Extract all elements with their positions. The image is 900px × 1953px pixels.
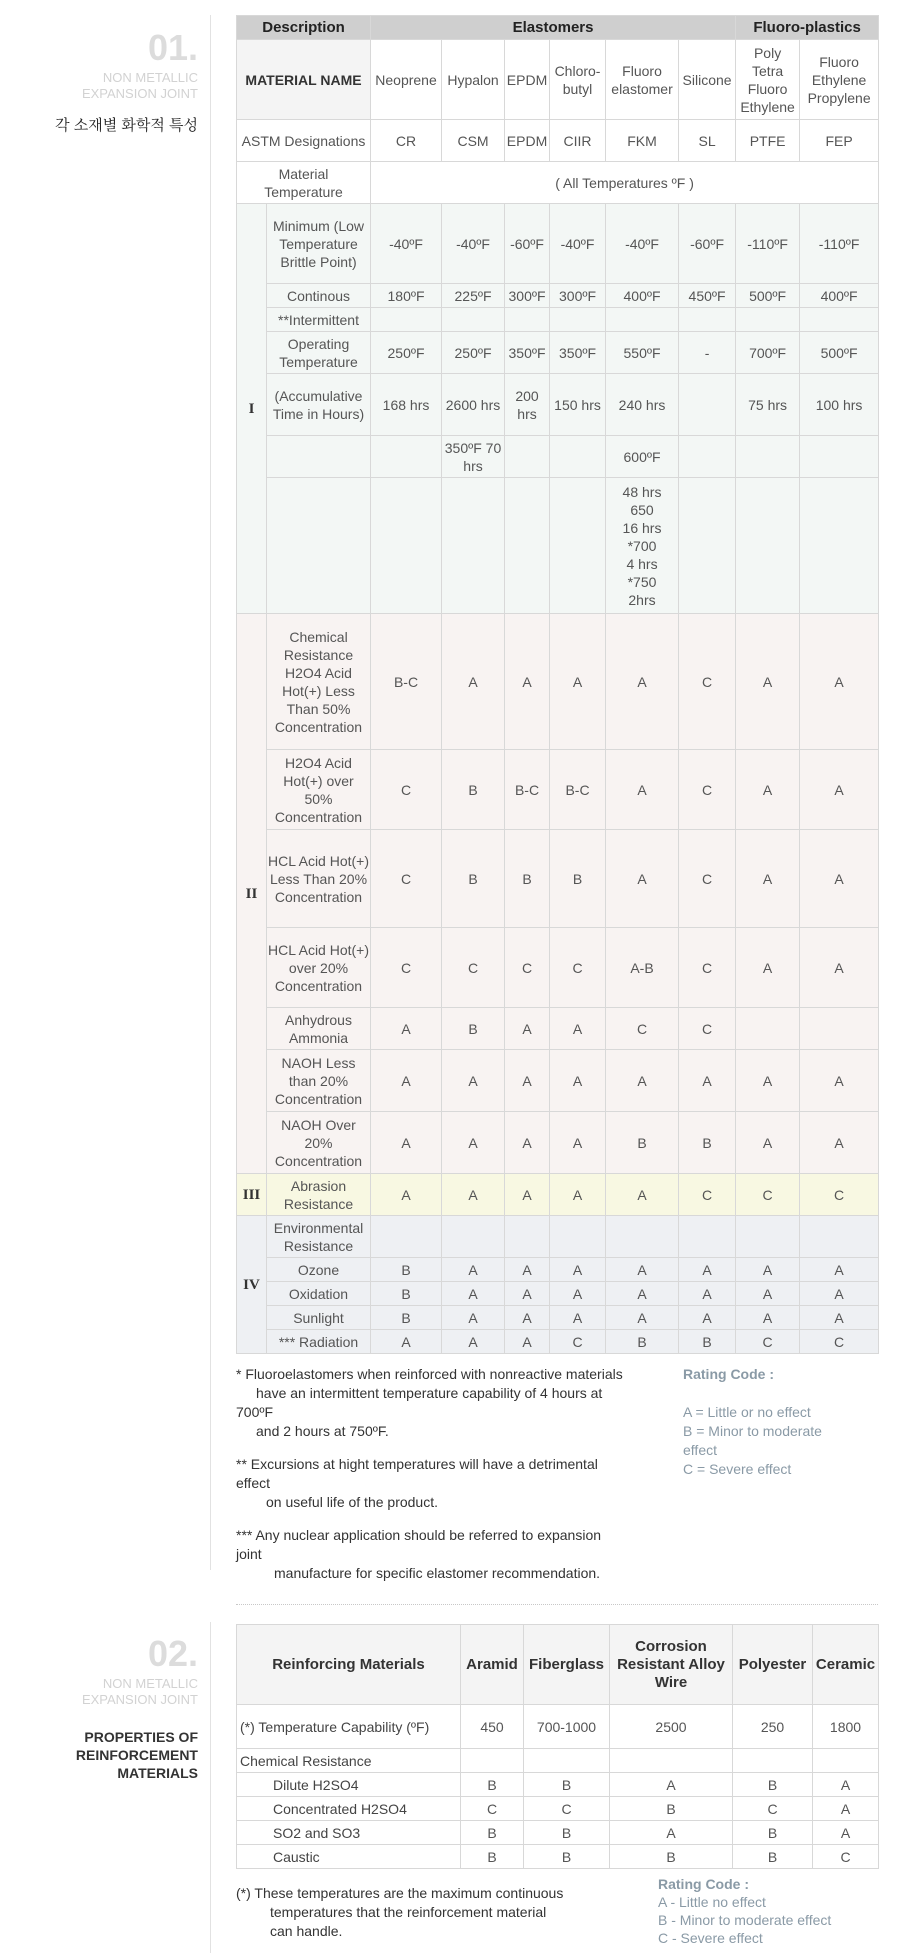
table-row: 48 hrs 650 16 hrs *700 4 hrs *750 2hrs <box>237 478 879 614</box>
header-material-name: MATERIAL NAME <box>237 40 371 120</box>
table-row: *** Radiation A A A C B B C C <box>237 1330 879 1354</box>
section2-divider <box>210 1622 211 1953</box>
material-name: Fluoro elastomer <box>606 40 679 120</box>
group-label: III <box>237 1174 267 1216</box>
section1-aside <box>0 27 200 135</box>
header-description: Description <box>237 16 371 40</box>
table-row: (Accumulative Time in Hours) 168 hrs 2600 hrs 200 hrs 150 hrs 240 hrs 75 hrs 100 hrs <box>237 374 879 436</box>
section2-number: 02. <box>147 1633 198 1674</box>
table-header-row: Reinforcing Materials Aramid Fiberglass Corrosion Resistant Alloy Wire Polyester Ceramic <box>237 1625 879 1705</box>
table-row: Ozone B A A A A A A A <box>237 1258 879 1282</box>
table-row: Dilute H2SO4 B B A B A <box>237 1773 879 1797</box>
rating-code-legend-1: Rating Code : A = Little or no effect B = Minor to moderate effect C = Severe effect <box>683 1366 822 1477</box>
material-name: Neoprene <box>371 40 442 120</box>
footnotes-section1: * Fluoroelastomers when reinforced with nonreactive materials have an intermittent temperature capability of 4 hours at 700ºF and 2 hours at 750ºF. ** Excursions at hight temperatures will have a detrimental effect on useful life of the product. *** Any nuclear application should be referred to expansion joint manufacture for specific elastomer recommendation. <box>236 1366 623 1581</box>
section-separator <box>236 1604 878 1605</box>
group-label: IV <box>237 1216 267 1354</box>
table-row: NAOH Over 20% Concentration A A A A B B A A <box>237 1112 879 1174</box>
material-name: EPDM <box>505 40 550 120</box>
material-name: Poly Tetra Fluoro Ethylene <box>736 40 800 120</box>
table-row: 350ºF 70 hrs 600ºF <box>237 436 879 478</box>
table-row: Anhydrous Ammonia A B A A C C <box>237 1008 879 1050</box>
table-row: SO2 and SO3 B B A B A <box>237 1821 879 1845</box>
table-row: Operating Temperature 250ºF 250ºF 350ºF 350ºF 550ºF - 700ºF 500ºF <box>237 332 879 374</box>
header-fluoro-plastics: Fluoro-plastics <box>736 16 879 40</box>
table-row: **Intermittent <box>237 308 879 332</box>
table-row: Continous 180ºF 225ºF 300ºF 300ºF 400ºF 450ºF 500ºF 400ºF <box>237 284 879 308</box>
section1-divider <box>210 15 211 1570</box>
table-row: Oxidation B A A A A A A A <box>237 1282 879 1306</box>
rating-code-legend-2: Rating Code : A - Little no effect B - Minor to moderate effect C - Severe effect <box>658 1876 832 1946</box>
group-label: II <box>237 614 267 1174</box>
table-row: I Minimum (Low Temperature Brittle Point) -40ºF -40ºF -60ºF -40ºF -40ºF -60ºF -110ºF -110ºF <box>237 204 879 284</box>
section1-subtitle: NON METALLIC EXPANSION JOINT <box>81 70 198 101</box>
section1-title: 각 소재별 화학적 특성 <box>55 117 198 134</box>
reinforcement-materials-table <box>236 1624 879 1869</box>
material-name: Chloro-butyl <box>550 40 606 120</box>
table-row: HCL Acid Hot(+) over 20% Concentration C C C C A-B C A A <box>237 928 879 1008</box>
table-row: Chemical Resistance <box>237 1749 879 1773</box>
section1-number: 01. <box>147 27 198 68</box>
material-name: Fluoro Ethylene Propylene <box>800 40 879 120</box>
table-row: III Abrasion Resistance A A A A A C C C <box>237 1174 879 1216</box>
material-temperature-row: Material Temperature ( All Temperatures ºF ) <box>237 162 879 204</box>
table-row: H2O4 Acid Hot(+) over 50% Concentration C B B-C B-C A C A A <box>237 750 879 830</box>
table-row: HCL Acid Hot(+) Less Than 20% Concentration C B B B A C A A <box>237 830 879 928</box>
footnotes-section2: (*) These temperatures are the maximum continuous temperatures that the reinforcement material can handle. <box>236 1885 564 1939</box>
table-row: IV Environmental Resistance <box>237 1216 879 1258</box>
section2-subtitle: NON METALLIC EXPANSION JOINT <box>81 1676 198 1707</box>
material-name: Hypalon <box>442 40 505 120</box>
table-row: (*) Temperature Capability (ºF) 450 700-1000 2500 250 1800 <box>237 1705 879 1749</box>
group-label: I <box>237 204 267 614</box>
table-row: Caustic B B B B C <box>237 1845 879 1869</box>
elastomer-properties-table <box>236 15 879 1354</box>
header-elastomers: Elastomers <box>371 16 736 40</box>
astm-row: ASTM Designations CR CSM EPDM CIIR FKM SL PTFE FEP <box>237 120 879 162</box>
table-row: II Chemical Resistance H2O4 Acid Hot(+) Less Than 50% Concentration B-C A A A A C A A <box>237 614 879 750</box>
section2-aside <box>0 1633 200 1782</box>
table-row: Sunlight B A A A A A A A <box>237 1306 879 1330</box>
material-name: Silicone <box>679 40 736 120</box>
table-row: NAOH Less than 20% Concentration A A A A A A A A <box>237 1050 879 1112</box>
section2-title: PROPERTIES OF REINFORCEMENT MATERIALS <box>75 1729 198 1781</box>
table-row: Concentrated H2SO4 C C B C A <box>237 1797 879 1821</box>
